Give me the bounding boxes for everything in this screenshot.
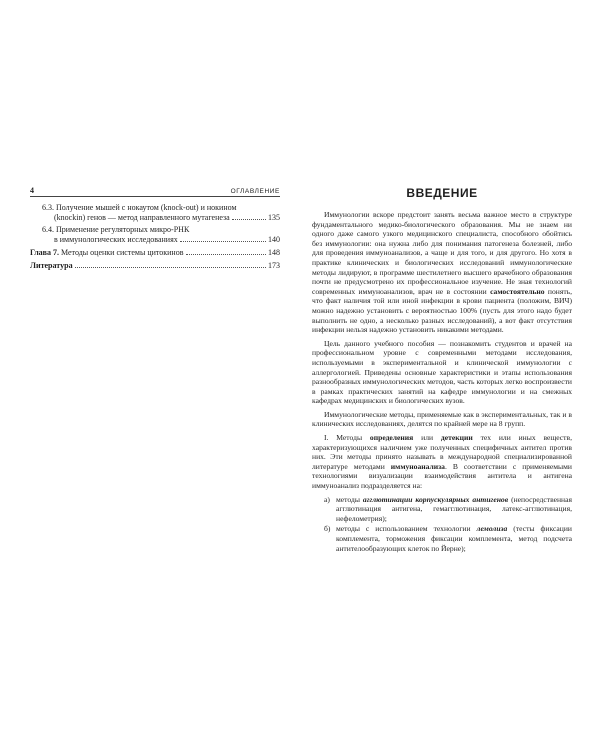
list-marker: б) <box>324 524 331 534</box>
toc-leader-dots <box>180 241 266 242</box>
toc-page-number: 148 <box>268 248 280 257</box>
toc-entry[interactable] <box>30 203 280 223</box>
toc-entry-chapter[interactable] <box>30 248 280 258</box>
toc-entry-line: Методы оценки системы цитокинов <box>61 248 184 257</box>
emphasis-bold: иммуноанализа <box>390 461 445 471</box>
emphasis-bold-italic: лемолиза <box>476 524 508 534</box>
list-item: б) методы с использованием технологии лемолиза (тесты фиксации комплемента, торможения фиксации комплемента, метод подсчета антителообразующих клеток по Йерне); <box>324 524 572 553</box>
paragraph-3: Иммунологические методы, применяемые как в экспериментальных, так и в клинических исследованиях, делятся по крайней мере на 8 групп. <box>312 409 572 429</box>
chapter-title: ВВЕДЕНИЕ <box>406 186 478 200</box>
toc-leader-dots <box>232 219 266 220</box>
toc-page-number: 173 <box>268 261 280 270</box>
toc-entry-line: в иммунологических исследованиях <box>54 235 178 244</box>
paragraph-1: Иммунологии вскоре предстоит занять весьма важное место в структуре фундаментального медико-биологического образования. Мы не знаем ни одного даже самого узкого медицинского специалиста, способного обойтись без иммунологии: она нужна либо для понимания патогенеза болезней, либо для проведения иммуноанализов, а чаще и для того, и для другого. Но хотя в практике клинических и биологических исследований иммунологические методы лидируют, в программе шестилетнего высшего врачебного образования почти не предусмотрено их профессиональное изучение. Не зная технологий современных иммуноанализов, врач не в состоянии самостоятельно понять, что факт наличия той или иной инфекции в крови пациента (положим, ВИЧ) можно надежно установить с вероятностью 100% (пусть для этого надо будет выполнить не одно, а несколько разных исследований), а вот факт отсутствия инфекции нельзя надежно установить никакими методами. <box>312 210 572 335</box>
toc-chapter-label: Литература <box>30 261 73 270</box>
running-head-title: ОГЛАВЛЕНИЕ <box>230 188 280 195</box>
list-marker: а) <box>324 494 330 504</box>
right-page <box>312 186 572 556</box>
toc-leader-dots <box>75 267 266 268</box>
toc-entry[interactable] <box>30 225 280 245</box>
list-item: а) методы агглютинации корпускулярных антигенов (непосредственная агглютинация антигена, гемагглютинация, латекс-агглютинация, нефелометрия); <box>324 494 572 523</box>
emphasis-bold: определения <box>369 433 414 443</box>
paragraph-4: I. Методы определения или детекции тех или иных веществ, характеризующихся наличием уже полученных специфичных антител против них. Эти методы принято называть в международной специализированной литературе методами иммуноанализа. В соответствии с применяемыми технологиями визуализации взаимодействия антитела и антигена иммуноанализ подразделяется на: <box>312 433 572 491</box>
toc-page-number: 135 <box>268 213 280 222</box>
toc-entry-literature[interactable] <box>30 261 280 271</box>
left-page <box>30 186 280 273</box>
emphasis-bold: детекции <box>440 433 473 443</box>
emphasis-bold: самостоятельно <box>490 286 545 296</box>
emphasis-bold-italic: агглютинации корпускулярных антигенов <box>362 494 509 504</box>
toc-page-number: 140 <box>268 235 280 244</box>
toc-entry-line: 6.4. Применение регуляторных микро-РНК <box>42 225 190 234</box>
running-header <box>30 186 280 197</box>
table-of-contents <box>30 203 280 271</box>
toc-leader-dots <box>186 254 267 255</box>
toc-entry-line: (knockin) генов — метод направленного мутагенеза <box>54 213 230 222</box>
toc-entry-line: 6.3. Получение мышей с нокаутом (knock-out) и нокином <box>42 203 237 212</box>
paragraph-2: Цель данного учебного пособия — познакомить студентов и врачей на профессиональном уровне с современными методами исследования, используемыми в экспериментальной и клинической иммунологии с аллергологией. Приведены основные характеристики и этапы использования разнообразных иммунологических методов, часть которых легко воспроизвести в рамках практических занятий на кафедре иммунологии и на смежных кафедрах медицинских и биологических вузов. <box>312 338 572 406</box>
toc-chapter-label: Глава 7. <box>30 248 59 257</box>
method-list <box>312 495 572 554</box>
page-number: 4 <box>30 186 34 195</box>
